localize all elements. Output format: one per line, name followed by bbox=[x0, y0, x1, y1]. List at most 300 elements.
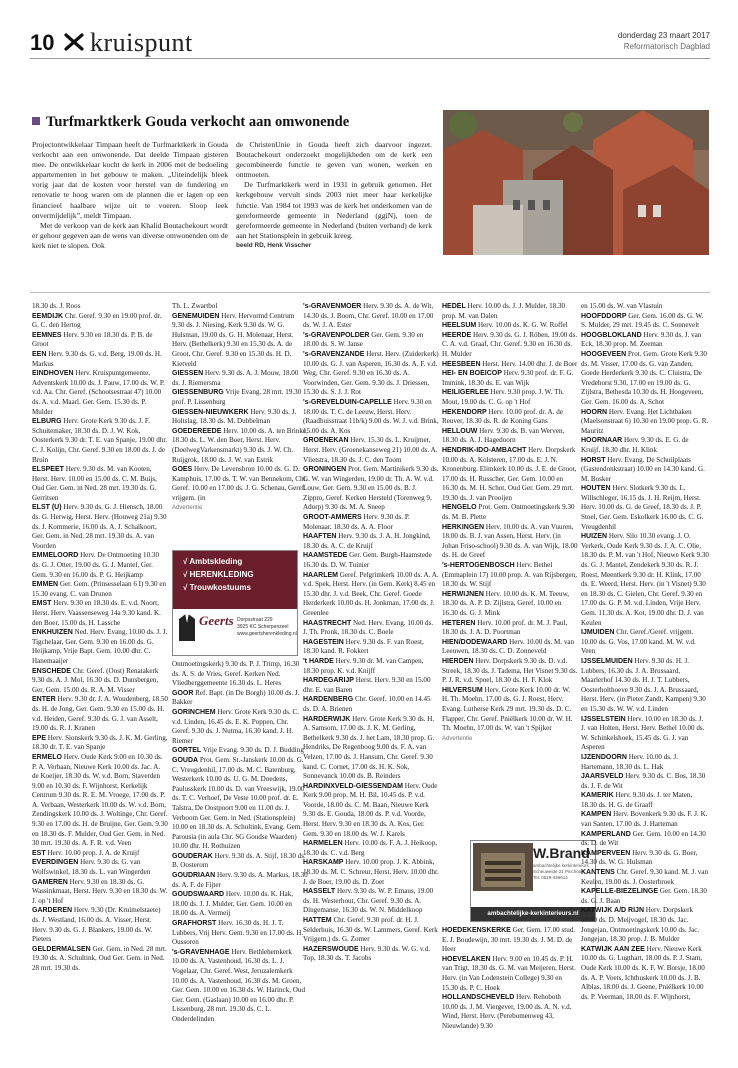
listing-place: ELST (U) bbox=[32, 504, 62, 512]
listing-entry bbox=[172, 890, 308, 919]
listing-place: ENTER bbox=[32, 696, 56, 704]
listing-entry bbox=[32, 878, 168, 907]
ad-website[interactable]: www.geertsherenkleding.nl bbox=[237, 631, 297, 637]
listings-column-4 bbox=[442, 302, 578, 744]
listing-services: Herv. 9.30 ds. W. P. Emaus, 19.00 ds. H. Westerhout, Chr. Geref. 9.30 ds. A. Dingemanse, 16.30 ds. W. N. Middelkoop bbox=[303, 887, 434, 915]
listing-place: GRAFHORST bbox=[172, 920, 217, 928]
listing-place: IJSSELMUIDEN bbox=[581, 657, 633, 665]
listing-services: Herv. 10.00 prop. J. K. Abbink, 18.30 ds. M. C. Schreur, Herst. Herv. 10.00 dhr. J. de Boer, 19.00 ds. D. Zoet bbox=[303, 858, 439, 886]
ad-address-block bbox=[237, 617, 297, 638]
listing-services: Herv. 9.30 ds. A. de Wit, 14.30 ds. J. Boom, Chr. Geref. 10.00 en 17.00 ds. W. J. A. Ester bbox=[303, 302, 434, 330]
listing-entry bbox=[442, 503, 578, 522]
listing-entry bbox=[581, 657, 709, 715]
listing-entry bbox=[581, 331, 709, 350]
listing-entry bbox=[442, 427, 578, 446]
listing-services: Ger. Gem. 9.30 en 18.00 ds. S. W. Janse bbox=[303, 330, 424, 349]
listing-entry bbox=[442, 926, 578, 955]
listing-place: GOUDERAK bbox=[172, 852, 213, 860]
listing-place: HARMELEN bbox=[303, 840, 343, 848]
bullet-square-icon bbox=[32, 117, 40, 125]
listing-services: Herst. Herv. (Zuiderkerk) 10.00 ds. G. J. van Asperen, 16.30 ds. A. F. v.d. Weg, Chr. Geref. 9.30 en 16.30 ds. A. Voorwinden, Ger. Gem. 9.30 ds. J. Driessen, 15.30 ds. S. J. J. Rot bbox=[303, 349, 439, 397]
listing-entry bbox=[32, 667, 168, 696]
listing-entry bbox=[303, 465, 439, 513]
listing-place: GARDEREN bbox=[32, 907, 73, 915]
listing-services: Ontmoetingskerk) 9.30 ds. P. J. Trimp, 16.30 ds. A. S. de Vries, Geref. Kerken Ned. Vliedberggemeente 16.30 ds. L. Heres bbox=[172, 660, 300, 688]
listing-place: EMMEN bbox=[32, 581, 59, 589]
header-meta bbox=[618, 30, 710, 52]
listing-entry bbox=[442, 590, 578, 619]
listing-entry bbox=[442, 302, 578, 321]
listing-entry bbox=[442, 993, 578, 1031]
listing-place: 's-GRAVENHAGE bbox=[172, 948, 230, 956]
listing-entry bbox=[32, 906, 168, 944]
listing-services: Herv. 10.00 ds. A. van Vuuren, 18.00 ds. B. J. van Assen, Herst. Herv. (in Johan Friso-school) 9.30 ds. A. van Wijk, 18.00 ds. H. de Greef bbox=[442, 522, 578, 560]
listing-place: IJMUIDEN bbox=[581, 629, 615, 637]
listing-entry bbox=[32, 580, 168, 599]
listing-entry bbox=[581, 772, 709, 791]
listing-services: Herv. 10.00 prof. dr. A. de Reuver, 18.30 ds. R. de Koning Gans bbox=[442, 407, 563, 426]
listing-entry bbox=[442, 388, 578, 407]
listing-entry bbox=[303, 436, 439, 465]
listing-services: Herv. 9.30 en 18.30 ds. E. v.d. Noort, Herst. Herv. Vaassenseweg 14a 9.30 kand. K. den Boer, 15.00 ds. H. Lassche bbox=[32, 599, 161, 627]
section-title: kruispunt bbox=[90, 28, 193, 57]
listing-entry bbox=[581, 302, 709, 312]
listing-services: Herv. Sionskerk 9.30 ds. J. K. M. Gerling, 18.30 dr. T. E. van Spanje bbox=[32, 733, 168, 752]
listing-place: EMMELOORD bbox=[32, 552, 79, 560]
listing-place: EINDHOVEN bbox=[32, 370, 74, 378]
listing-services: Herv. Hervormd Centrum 9.30 ds. J. Niesing, Kerk 9.30 ds. W. G. Hulsman, 19.00 ds. G. H. Molenaar, Herst. Herv. (Bethelkerk) 9.30 en 15.30 ds. A. de Groot, Chr. Geref. 9.30 en 15.30 ds. H. D. Kietveld bbox=[172, 311, 295, 368]
listing-entry bbox=[303, 619, 439, 638]
listing-entry bbox=[32, 849, 168, 859]
listing-place: HIERDEN bbox=[442, 657, 474, 665]
listing-place: HOEDEKENSKERKE bbox=[442, 927, 511, 934]
listing-place: KAMPERVEEN bbox=[581, 849, 631, 857]
listing-services: Prot. Gem. Martinikerk 9.30 ds. G. W. van Wingerden, 19.00 dr. Th. A. W. v.d. Louw, Ger. Gem. 9.30 en 15.00 ds. B. J. Zippro, Geref. Kerken Hersteld (Torenweg 9, Adorp) 9.30 ds. M. A. Sneep bbox=[303, 465, 439, 512]
listing-services: Herv. 9.30 ds. E. G. de Kruijf, 18.30 dhr. H. Klink bbox=[581, 436, 689, 454]
listing-services: Chr. Geref./Geref. vrijgem. 10.00 ds. G. Vos, 17.00 kand. M. W. v.d. Veen bbox=[581, 628, 696, 656]
listing-entry bbox=[581, 945, 709, 1003]
listing-place: EMST bbox=[32, 600, 52, 608]
listing-services: Ger. Gem. 10.00 en 14.30 ds. D. de Wit bbox=[581, 829, 706, 848]
listing-entry bbox=[172, 756, 308, 852]
listing-services: Prot. Gem. St.-Janskerk 10.00 ds. G. C. Vreugdenhil, 17.00 ds. M. C. Batenburg, Westerkerk 10.00 ds. U. G. M. Doedens, Paulusskerk 10.00 ds. D. van Vreeswijk, 19.00 ds. T. C. Verhoef, De Veste 10.00 prof. dr. E. Talstra, De Oostpoort 9.00 en 11.00 ds. J. Verboom Ger. Gem. in Ned. (Stationsplein) 10.00 en 18.30 ds. A. Schultink, Evang. Gem. Parousia (in aula Chr. SG Goudse Waarden) 10.00 dhr. H. Rothuizen bbox=[172, 755, 305, 851]
church-photo bbox=[443, 110, 709, 255]
listing-place: EPE bbox=[32, 734, 47, 742]
listing-place: HARDINXVELD-GIESSENDAM bbox=[303, 782, 403, 790]
listing-entry bbox=[32, 599, 168, 628]
brand-advertisement[interactable] bbox=[470, 840, 596, 922]
listing-entry bbox=[172, 948, 308, 1025]
listing-place: HOORNAAR bbox=[581, 437, 623, 445]
listing-place: GIESSEN-NIEUWKERK bbox=[172, 408, 249, 416]
listing-place: HEDEL bbox=[442, 303, 466, 310]
listing-services: Herv. Grote Kerk 9.30 ds. C. v.d. Linden, 16.45 ds. E. K. Poppen, Chr. Geref. 9.30 ds. J. Nutma, 16.30 kand. J. H. Riemer bbox=[172, 707, 300, 745]
listing-place: EST bbox=[32, 849, 46, 857]
listing-place: ENKHUIZEN bbox=[32, 629, 73, 637]
article-title: Turfmarktkerk Gouda verkocht aan omwonende bbox=[46, 114, 350, 130]
listing-services: Herv. 9.30 en 18.30 ds. G. Wassinkmaat, Herst. Herv. 9.30 en 18.30 ds. W. J. op 't Hof bbox=[32, 877, 168, 905]
listing-services: Chr. Geref. (Oost) Renatakerk 9.30 ds. A. J. Mol, 16.30 ds. D. Dunsbergen, Ger. Gem. 15.00 ds. R. A. M. Visser bbox=[32, 666, 159, 694]
listing-place: GORINCHEM bbox=[172, 708, 216, 716]
listing-entry bbox=[32, 302, 168, 312]
listing-entry bbox=[442, 686, 578, 734]
listing-place: GOES bbox=[172, 466, 193, 474]
listing-services: Herv. 9.30 ds. J. ter Maten, 18.30 ds. H. G. de Graaff bbox=[581, 791, 693, 809]
listing-entry bbox=[581, 849, 709, 868]
page-header bbox=[30, 28, 710, 59]
listing-entry bbox=[581, 532, 709, 628]
listing-place: HARSKAMP bbox=[303, 859, 344, 867]
listing-place: ELBURG bbox=[32, 418, 62, 426]
listing-place: HETEREN bbox=[442, 619, 476, 627]
listing-services: Herv. 10.00 en 18.30 ds. J. J. van Holten, Herst. Herv. Bethel 10.00 ds. W. Schinkelshoek, 15.45 ds. G. J. van Asperen bbox=[581, 714, 705, 752]
listing-place: HAZERSWOUDE bbox=[303, 945, 359, 953]
listing-place: GOEDEREEDE bbox=[172, 427, 222, 435]
listing-services: Herv. 9.30 ds. A. Markus, 18.30 ds. A. F. de Fijter bbox=[172, 871, 308, 889]
listings-column-1 bbox=[32, 302, 168, 974]
listing-services: Herv. 9.30 ds. C. Bos, 18.30 ds. J. F. de Wit bbox=[581, 772, 706, 790]
listing-place: HOOGEVEEN bbox=[581, 350, 627, 358]
listing-entry bbox=[172, 852, 308, 871]
listing-place: ERMELO bbox=[32, 753, 62, 761]
listing-place: HOUTEN bbox=[581, 485, 611, 493]
article-column-1 bbox=[32, 140, 228, 251]
listing-entry bbox=[303, 676, 439, 695]
listing-entry bbox=[442, 408, 578, 427]
listing-place: 't HARDE bbox=[303, 657, 334, 665]
listing-entry bbox=[303, 839, 439, 858]
listing-entry bbox=[172, 660, 308, 689]
listing-place: HEESBEEN bbox=[442, 360, 481, 368]
listing-services: Ger. Gem. 17.00 stud. E. J. Boudewijn, 30 mrt. 19.30 ds. J. M. D. de Heer bbox=[442, 926, 576, 954]
listing-place: HEELSUM bbox=[442, 322, 477, 330]
listing-services: Herv. 9.30 ds. A. J. Mouw, 18.00 ds. J. Riemersma bbox=[172, 369, 299, 387]
listing-place: HEKENDORP bbox=[442, 408, 487, 416]
article-paragraph: Projectontwikkelaar Timpaan heeft de Turfmarktkerk in Gouda verkocht aan een omwonende. Dat deelde Timpaan gisteren mee. De ontwikkelaar kocht de kerk in 2006 met de bedoeling appartementen in het gebouw te maken. „Uiteindelijk bleek vorig jaar dat de kosten voor herstel van de fundering en renovatie te hoog waren om de plannen die er lagen op een financieel haalbare wijze uit te voeren. Sloop leek onvermijdelijk”, meldt Timpaan. bbox=[32, 140, 228, 220]
listing-entry bbox=[32, 465, 168, 503]
listing-place: HILVERSUM bbox=[442, 686, 483, 694]
listing-place: HARDENBERG bbox=[303, 696, 354, 704]
listing-entry bbox=[32, 331, 168, 350]
issue-date: donderdag 23 maart 2017 bbox=[617, 31, 710, 40]
listing-services: Herv. Bethel (Emmaplein 17) 10.00 prop. A. van Rijsbergen, 18.30 ds. W. Stijf bbox=[442, 561, 578, 589]
listing-place: GROOT-AMMERS bbox=[303, 514, 362, 522]
listing-services: Chr. Geref. 9.30 en 19.00 prof. dr. G. C. den Hertog bbox=[32, 311, 162, 330]
listing-services: Herv. Dorpskerk 9.30 ds. D. v.d. Streek, 18.30 ds. J. Tadema, Het Visnet 9.30 ds. P. J. R. v.d. Spoel, 18.30 ds. H. F. Klok bbox=[442, 656, 578, 685]
listing-services: Chr. Geref. 9.30 prof. dr. H. J. Selderhuis, 16.30 ds. W. Lammers, Geref. Kerk Vrijgem.) ds. G. Zomer bbox=[303, 916, 438, 944]
listing-services: Herv. 9.00 en 10.45 ds. P. H. van Trigt, 18.30 ds. G. M. van Meijeren, Herst. Herv. (in Van Lodenstein College) 9.30 en 15.30 ds. P. C. Hoek bbox=[442, 954, 576, 992]
listing-entry bbox=[32, 945, 168, 974]
listing-entry bbox=[581, 436, 709, 455]
listing-services: Th. L. Zwartbol bbox=[172, 302, 218, 310]
listing-services: Ned. Herv. Evang. 10.00 ds. J. Th. Pronk, 18.30 ds. C. Boele bbox=[303, 618, 434, 637]
ad-line-trouwkostuums: √ Trouwkostuums bbox=[183, 583, 251, 592]
listing-entry bbox=[581, 753, 709, 772]
listing-services: Herv. 10.00 ds. F. A. J. Heikoop, 18.30 ds. C. v.d. Berg bbox=[303, 839, 438, 857]
listing-services: Herv. Kruispuntgemeente, Adventskerk 10.00 ds. J. Pauw, 17.00 ds. W. P. v.d. Aa. Chr. Geref. (Schootsestraat 47) 10.00 ds. A. v.d. Maarl. Ger. Gem. 15.30 ds. P. Mulder bbox=[32, 369, 165, 416]
listing-services: Herv. 9.30 dr. M. van Campen, 18.30 prop. K. v.d. Knijff bbox=[303, 656, 424, 675]
listing-entry bbox=[303, 638, 439, 657]
listing-services: en 15.00 ds. W. van Vlastuin bbox=[581, 302, 663, 310]
listing-place: GAMEREN bbox=[32, 878, 68, 886]
ad-brand-phone: Tel. 0529-436614 bbox=[533, 875, 568, 880]
listing-entry bbox=[442, 523, 578, 561]
listing-place: HERWIJNEN bbox=[442, 590, 484, 598]
listing-place: IJZENDOORN bbox=[581, 753, 627, 761]
listing-entry bbox=[32, 734, 168, 753]
listing-services: Herv. 10.00 ds. M. van Leeuwen, 18.30 ds. C. D. Zonneveld bbox=[442, 637, 575, 656]
listing-entry bbox=[303, 782, 439, 840]
listing-place: KATWIJK AAN ZEE bbox=[581, 945, 645, 953]
advertentie-label: Advertentie bbox=[442, 735, 473, 742]
listing-entry bbox=[581, 408, 709, 437]
listing-place: HEILIGERLEE bbox=[442, 389, 489, 397]
listing-entry bbox=[303, 513, 439, 532]
listing-entry bbox=[172, 427, 308, 465]
listing-services: Herv. 10.00 ds. K. G. W. Roffel bbox=[478, 321, 568, 330]
listing-entry bbox=[581, 906, 709, 944]
listing-place: GOUDRIAAN bbox=[172, 872, 216, 880]
listing-services: Herv. 9.30 ds. G. v.d. Berg, 19.00 ds. H. Markus bbox=[32, 349, 162, 368]
listing-services: Herv. Evang. Het Lichtbaken (Maelsonstraat 6) 10.30 en 19.00 prop. G. R. Mauritz bbox=[581, 407, 709, 435]
listing-entry bbox=[303, 331, 439, 350]
listing-services: Ger. Gem. in Ned. 28 mrt. 19.30 ds. A. Schultink, Oud Ger. Gem. in Ned. 28 mrt. 19.30 ds. bbox=[32, 944, 167, 972]
listing-entry bbox=[303, 532, 439, 551]
listing-place: HAAFTEN bbox=[303, 533, 337, 541]
listing-services: Herv. 9.30 prop. J. W. Th. Mout, 19.00 ds. C. G. op 't Hof bbox=[442, 388, 564, 406]
ad-city: 3925 KC Scherpenzeel bbox=[237, 624, 289, 630]
listing-entry bbox=[442, 369, 578, 388]
listings-column-2b bbox=[172, 660, 308, 1025]
listing-entry bbox=[442, 360, 578, 370]
listing-services: Herv. 15.30 ds. L. Kruijmer, Herst. Herv. (Groenekanseweg 21) 10.00 ds. A. Vlietstra, 18.30 ds. J. C. den Toom bbox=[303, 436, 438, 464]
ad-line-ambtskleding: √ Ambtskleding bbox=[183, 557, 243, 566]
geerts-advertisement[interactable] bbox=[172, 550, 298, 656]
listing-place: HIEN/DODEWAARD bbox=[442, 638, 508, 646]
listing-place: ENSCHEDE bbox=[32, 667, 71, 675]
listing-place: HOLLANDSCHEVELD bbox=[442, 994, 515, 1002]
ad-line-herenkleding: √ HERENKLEDING bbox=[183, 570, 254, 579]
listing-services: Herv. 9.30 ds. G. J. Hiensch, 18.00 ds. G. Herwig, Herst. Herv. (Houweg 21a) 9.30 ds. J. Kommerie, 16.00 ds. A. J. Schalkoort, Ger. Gem. in Ned. 28 mrt. 19.30 ds. A. van Voorden bbox=[32, 503, 167, 550]
listing-place: HORST bbox=[581, 456, 606, 464]
listing-place: KAPELLE-BIEZELINGE bbox=[581, 888, 659, 896]
listing-entry bbox=[581, 456, 709, 485]
listing-entry bbox=[442, 321, 578, 331]
listing-entry bbox=[32, 350, 168, 369]
listing-services: Herv. Evang. De Schuilplaats (Gastendonkstraat) 10.00 en 14.30 kand. G. M. Bosker bbox=[581, 455, 705, 483]
listing-entry bbox=[172, 465, 308, 503]
listing-place: HAASTRECHT bbox=[303, 619, 352, 627]
photo-credit: beeld RD, Henk Visscher bbox=[236, 241, 312, 249]
listing-entry bbox=[581, 868, 709, 887]
listing-place: HAAMSTEDE bbox=[303, 552, 348, 560]
listings-column-4b bbox=[442, 926, 578, 1032]
listing-services: Herv. 16.30 ds. H. J. T. Lubbers, Vrij Herv. Gem. 9.30 en 17.00 ds. H. Oussoren bbox=[172, 919, 304, 947]
listing-entry bbox=[442, 561, 578, 590]
listing-services: Herv. Nieuwe Kerk 10.00 ds. G. Lugthart, 18.00 ds. P. J. Stam, Oude Kerk 10.00 ds. K. F. W. Borsje, 18.00 ds. A. P. Voets, Ichthuskerk 10.00 ds. J. B. Alblas, 18.00 ds. J. Geene, Pniëlkerk 10.00 ds. P. Veerman, 18.00 ds. F. Wijnhorst, bbox=[581, 944, 705, 1001]
listing-place: HOOGBLOKLAND bbox=[581, 331, 642, 339]
listing-place: GORTEL bbox=[172, 747, 202, 755]
listings-column-5 bbox=[581, 302, 709, 1002]
article-paragraph: De Turfmarktkerk werd in 1931 in gebruik genomen. Het kerkgebouw vervult sinds 2003 niet meer haar kerkelijke functie. Van 1984 tot 1993 was de kerk het onderkomen van de gereformeerde gemeente in Nederland (ggiN), toen de gereformeerde gemeente in Nederland (buiten verband) de kerk aan het Stationsplein in gebruik kreeg. bbox=[236, 180, 432, 240]
listing-services: Ref. Bapt. (in De Borgh) 10.00 ds. J. Bakker bbox=[172, 688, 300, 707]
listing-services: Herv. 9.30 ds. M. van Kooten, Herst. Herv. 10.00 en 15.00 ds. C. M. Buijs, Oud Ger. Gem. in Ned. 28 mrt. 19.30 ds. G. Gerritsen bbox=[32, 465, 157, 502]
listing-place: 's-HERTOGENBOSCH bbox=[442, 562, 515, 570]
listing-services: Herv. Slotkerk 9.30 ds. L. Willschleger, 16.15 ds. J. H. Reijm, Herst. Herv. 10.00 ds. G. de Greef, 18.30 ds. J. P. Stoel, Ger. Gem. Eskolkerk 16.00 ds. C. G. Vreugdenhil bbox=[581, 484, 704, 531]
listing-entry bbox=[303, 695, 439, 714]
ad-brand-address: Scheuweide 21 Pinchoun bbox=[533, 869, 584, 874]
listing-place: GOOR bbox=[172, 689, 194, 697]
listing-place: HARDEGARIJP bbox=[303, 677, 354, 685]
listing-entry bbox=[32, 312, 168, 331]
listing-place: GOUDSWAARD bbox=[172, 891, 225, 899]
listing-entry bbox=[172, 388, 308, 407]
listing-entry bbox=[172, 302, 308, 312]
ad-brand-sub: ambachtelijke kerkinterieurs bbox=[533, 863, 589, 868]
listing-services: Herv. 9.30 ds. G. van Wolfswinkel, 18.30 ds. L. van Wingerden bbox=[32, 858, 151, 877]
listing-place: EEMDIJK bbox=[32, 312, 64, 320]
kruispunt-logo-icon bbox=[64, 32, 84, 52]
listing-entry bbox=[303, 887, 439, 916]
listing-services: Herst. Herv. 14.00 dhr. J. de Boer bbox=[482, 359, 578, 368]
listing-entry bbox=[32, 753, 168, 849]
listing-services: Herv. 9.30 ds. P. Molenaar, 18.30 ds. A. A. Floor bbox=[303, 513, 410, 531]
listing-services: Herv. 9.30 (Dr. Kruimelstaete) ds. J. Westland, 16.00 ds. A. Visser, Herst. Herv. 9.30 ds. G. J. Blankers, 19.00 ds. W. Pieters bbox=[32, 906, 161, 944]
listing-entry bbox=[581, 830, 709, 849]
listing-place: ELSPEET bbox=[32, 466, 64, 474]
listing-entry bbox=[32, 858, 168, 877]
listing-services: Herv. Oude Kerk 9.00 prop. M. H. Bil, 10.45 ds. P. v.d. Voorde, 18.00 ds. C. M. Baan, Nieuwe Kerk 9.30 ds. E. Gouda, 18.00 ds. P. v.d. Voorde, Herst. Herv. 9.30 en 18.30 ds. A. Kos, Ger. Gem. 9.30 en 18.00 ds. W. J. Karels bbox=[303, 781, 438, 838]
listing-entry bbox=[303, 657, 439, 676]
advertentie-label: Advertentie bbox=[172, 505, 203, 512]
listing-place: 's-GRAVENPOLDER bbox=[303, 331, 370, 339]
listing-entry bbox=[303, 571, 439, 619]
ad-banner bbox=[173, 551, 297, 609]
listing-entry bbox=[442, 331, 578, 360]
listing-services: Vrije Evang. 28 mrt. 19.30 prof. P. Lissenburg bbox=[172, 388, 302, 406]
listing-services: Herv. 9.30 ds. W. G. v.d. Top, 18.30 ds. T. Jacobs bbox=[303, 944, 431, 963]
listing-place: IJSSELSTEIN bbox=[581, 715, 626, 723]
listing-place: 's-GRAVENMOER bbox=[303, 303, 362, 310]
listing-place: HOOFDDORP bbox=[581, 312, 627, 320]
listing-services: Herv. Silo 10.30 evang. J. O. Verkerk, Oude Kerk 9.30 ds. J. A. C. Olie, 18.30 ds. P. M. van 't Hof, Nieuwe Kerk 9.30 ds. G. J. Mantel, Zendekerk 9.30 ds. R. J. Roest, Meentkerk 9.30 dr. H. Klink, 17.00 ds. E. Weerd, Herst. Herv. (in 't Visnet) 9.30 en 18.30 ds. C. Gielen, Chr. Geref. 9.30 en 17.00 ds. G. P. M. v.d. Linden, Vrije Herv. Gem. 11.30 ds. A. Kot, 19.00 dhr. D. J. van Keulen bbox=[581, 532, 709, 627]
listing-services: Herv. 9.30 ds. G. Boer, 14.30 ds. W. G. Hulsman bbox=[581, 848, 698, 867]
listing-entry bbox=[303, 551, 439, 570]
listing-place: KAMPERLAND bbox=[581, 830, 631, 838]
listing-services: Herv. 9.30 ds. A. Stijf, 18.30 ds. B. Oosterom bbox=[172, 851, 306, 870]
listing-entry bbox=[442, 619, 578, 638]
listing-place: HERKINGEN bbox=[442, 523, 485, 531]
ad-address: Dorpsstraat 229 bbox=[237, 617, 273, 623]
listings-column-3 bbox=[303, 302, 439, 964]
listing-entry bbox=[303, 398, 439, 436]
listing-place: HENGELO bbox=[442, 504, 477, 512]
listing-services: Geref. Pelgrimkerk 10.00 ds. A. A. v.d. Spek, Herst. Herv. (in Gem. Kerk) 8.45 en 15.30 dhr. J. v.d. Beek, Chr. Geref. Goede Herderkerk 10.00 ds. H. Jonkman, 17.00 ds. J. Greenlee bbox=[303, 570, 439, 617]
article-headline bbox=[32, 114, 349, 131]
listing-place: 's-GREVELDUIN-CAPELLE bbox=[303, 398, 392, 406]
listing-entry bbox=[32, 417, 168, 465]
listing-place: GENEMUIDEN bbox=[172, 312, 220, 320]
listing-place: EEN bbox=[32, 350, 47, 358]
listing-entry bbox=[172, 408, 308, 427]
listing-services: Herv. 9.30 ds. J. Holtslag, 18.30 ds. M. Dubbelman bbox=[172, 407, 297, 426]
listing-entry bbox=[172, 746, 308, 756]
listing-entry bbox=[581, 715, 709, 753]
listing-place: HAGESTEIN bbox=[303, 638, 344, 646]
listing-entry bbox=[303, 916, 439, 945]
listing-place: GRONINGEN bbox=[303, 466, 347, 474]
newspaper-name: Reformatorisch Dagblad bbox=[623, 42, 710, 51]
listing-place: GIESSENBURG bbox=[172, 389, 224, 397]
listing-entry bbox=[32, 503, 168, 551]
listing-services: Ger. Gem. (Prinsesselaan 6 I) 9.30 en 15.30 evang. C. van Drunen bbox=[32, 580, 167, 598]
listing-services: Herv. Bethlehemkerk 10.00 ds. A. Vastenhoud, 16.30 ds. L. J. Vogelaar, Chr. Geref. West, Jeruzalemkerk 10.00 ds. A. Vastenhoud, 16.30 ds. M. Groen, Ger. Gem. 10.00 en 16.30 ds. W. Harinck, Oud Ger. Gem. (Gaslaan) 10.00 en 16.00 dhr. P. Lissenburg, 28 mrt. 19.30 ds. C. L. Onderdelinden bbox=[172, 947, 305, 1023]
listing-entry bbox=[442, 638, 578, 657]
listing-place: GROENEKAN bbox=[303, 437, 349, 445]
listing-entry bbox=[32, 695, 168, 733]
listing-entry bbox=[172, 708, 308, 746]
listing-entry bbox=[303, 302, 439, 331]
listing-entry bbox=[581, 810, 709, 829]
listing-place: HASSELT bbox=[303, 888, 336, 896]
listing-services: Herv. 10.00 ds. K. Hak, 18.00 ds. J. J. Mulder, Ger. Gem. 10.00 en 18.00 ds. A. Vermeij bbox=[172, 890, 294, 918]
listing-place: EEMNES bbox=[32, 331, 62, 339]
listing-entry bbox=[303, 350, 439, 398]
article-paragraph: de ChristenUnie in Gouda heeft zich daarvoor ingezet. Boutachekourt onderzoekt mogelijkheden om de kerk een gecombineerde functie te geven van wonen, werken en ontmoeten. bbox=[236, 140, 432, 180]
listing-place: GIESSEN bbox=[172, 370, 204, 378]
ad-brand-geerts: Geerts bbox=[199, 613, 234, 628]
listing-place: KAMERIK bbox=[581, 792, 614, 800]
listing-entry bbox=[581, 791, 709, 810]
listing-services: Herv. 9.30 ds. B. van Werven, 18.30 ds. A. J. Hagedoorn bbox=[442, 426, 565, 445]
listing-services: Herv. 9.30 ds. F. van Roest, 18.30 kand. R. Fokkert bbox=[303, 637, 424, 656]
listing-entry bbox=[442, 657, 578, 686]
listing-place: HOEVELAKEN bbox=[442, 955, 491, 963]
listing-services: Herst. Herv. 9.30 en 15.00 dhr. E. van Baren bbox=[303, 676, 431, 694]
ad-brand-website[interactable]: ambachtelijke-kerkinterieurs.nl bbox=[471, 907, 595, 921]
listing-place: 's-GRAVENZANDE bbox=[303, 350, 365, 358]
listing-place: KANTENS bbox=[581, 869, 615, 877]
listing-services: Herv. Grote Kerk 9.30 ds. J. F. Schuitemaker, 18.30 ds. D. J. W. Kok, Oosterkerk 9.30 dr. T. E. van Spanje, 19.00 dhr. C. J. Kolijn, Chr. Geref. 9.30 en 18.00 ds. J. de Bruin bbox=[32, 417, 168, 464]
listing-services: Herv. De Levensbron 10.00 ds. G. D. Kamphuis, 17.00 ds. T. W. van Bennekom, Chr. Geref. 10.00 en 17.00 ds. J. G. Schenau, Geref. vrijgem. (in bbox=[172, 465, 308, 502]
listing-services: Herv. Oude Kerk 9.00 en 10.30 ds. P. A. Verbaan, Nieuwe Kerk 10.00 ds. Jac. A. de Koeijer, 18.30 ds. W. v.d. Born, Staverden 9.00 en 10.30 ds. F. Wijnhorst, Kerkelijk Centrum 9.30 ds. R. E. M. Vroege, 17.00 ds. P. A. Verbaan, Westerkerk 10.00 ds. W. v.d. Born, Zendingskerk 10.00 ds. J. Woltinge, Chr. Geref. 9.30 en 17.00 ds. H. de Bruijne, Ger. Gem. 9.30 en 18.30 ds. F. Mulder, Oud Ger. Gem. in Ned. 30 mrt. 19.30 ds. A. F. R. v.d. Veen bbox=[32, 752, 168, 848]
listing-entry bbox=[442, 446, 578, 504]
listing-entry bbox=[581, 887, 709, 906]
listing-entry bbox=[172, 871, 308, 890]
listings-column-4a bbox=[442, 302, 578, 734]
ad-brand-wbrand: W.Brand bbox=[533, 845, 590, 861]
listing-entry bbox=[581, 628, 709, 657]
listing-place: HEERDE bbox=[442, 331, 472, 339]
listing-services: Herv. 9.30 en 18.30 ds. P. B. de Groot bbox=[32, 330, 153, 349]
listing-place: GOUDA bbox=[172, 756, 199, 764]
article-paragraph: Met de verkoop van de kerk aan Khalid Boutachekourt wordt er gehoor gegeven aan de wens van diverse omwonenden om de kerk niet te slopen. Ook bbox=[32, 220, 228, 250]
church-interior-image bbox=[473, 843, 533, 891]
listing-entry bbox=[172, 312, 308, 370]
listing-services: Ned. Herv. Evang. 10.00 ds. J. J. Tigchelaar, Ger. Gem. 9.30 en 16.00 ds. G. Heijkamp, Vrije Bapt. Gem. 10.00 dhr. C. Hanemaaijer bbox=[32, 628, 168, 665]
listing-place: GELDERMALSEN bbox=[32, 945, 91, 953]
listing-place: KAMPEN bbox=[581, 811, 612, 819]
article-column-2 bbox=[236, 140, 432, 249]
listing-entry bbox=[303, 945, 439, 964]
listing-services: Herv. 9.30 prof. dr. F. G. Immink, 18.30 ds. E. van Wijk bbox=[442, 369, 574, 387]
listing-entry bbox=[172, 369, 308, 388]
listing-entry bbox=[32, 551, 168, 580]
listing-services: Herv. Rehoboth 10.00 ds. J. M. Viergever, 19.00 ds. A. N. v.d. Wind, Herst. Herv. (Perebomenweg 43, Nieuwlande) 9.30 bbox=[442, 993, 572, 1030]
listing-services: Prot. Gem. Grote Kerk 9.30 ds. M. Visser, 17.00 ds. G. van Zanden, Goede Herderkerk 9.30 ds. C. Cluistra, De Vredehorst 9.30, 17.00 en 19.00 ds. G. Zijlstra, Bethesda 10.30 ds. H. Hoogeveen, Ger. Gem. 16.00 ds. A. Schot bbox=[581, 349, 707, 406]
listing-services: Herv. Grote Kerk 9.30 ds. H. A. Samsom, 17.00 ds. J. K. M. Gerling, Bethelkerk 9.30 ds. J. het Lam, 18.30 prop. G. Hendriks, De Regenboog 9.00 ds. F. A. van Velzen, 17.00 ds. J. Hansum, Chr. Geref. 9.30 kand. C. Cornet, 17.00 ds. H. K. Sok, Sonnevanck 10.00 ds. B. Reinders bbox=[303, 714, 435, 781]
listing-services: Herv. 9.30 ds. J. A. H. Jongkind, 18.30 ds. A. C. de Kruijf bbox=[303, 532, 431, 550]
